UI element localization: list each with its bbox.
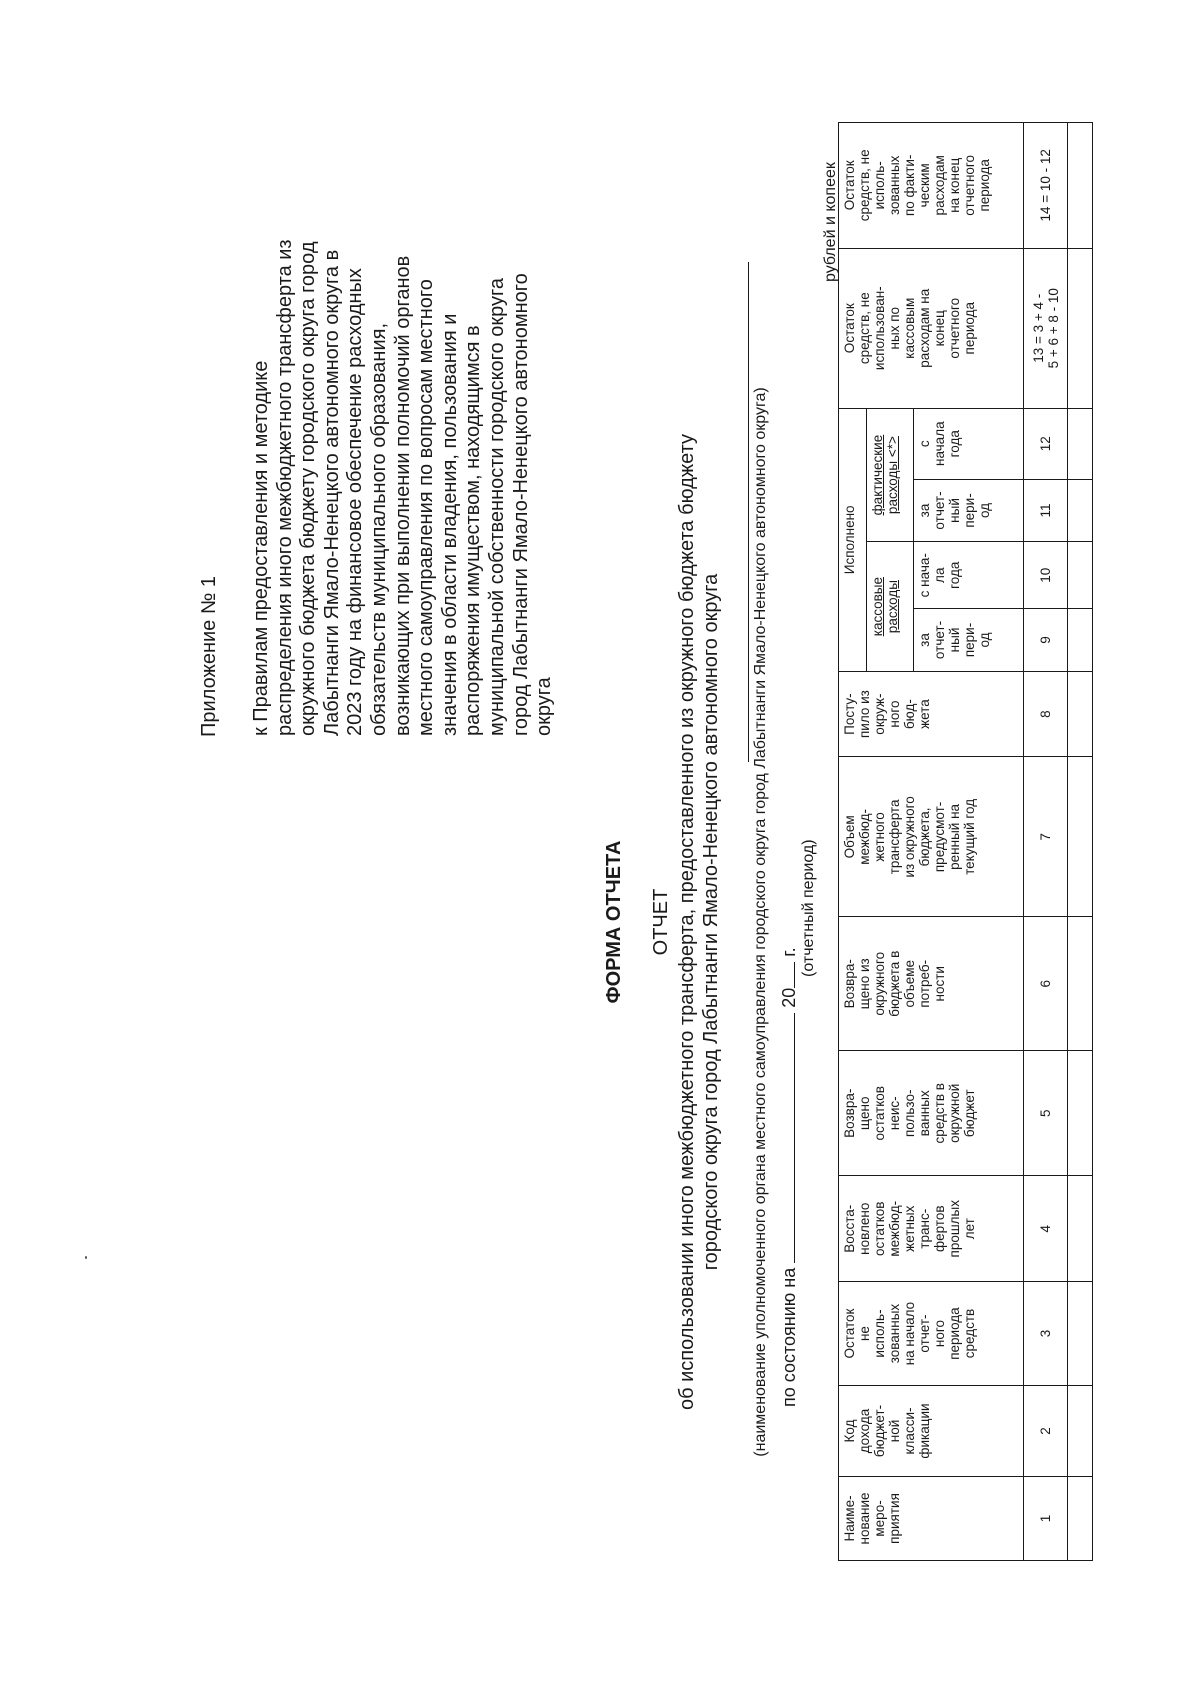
annex-text-line: 2023 году на финансовое обеспечение расходных	[344, 268, 367, 736]
empty-cell	[1068, 1386, 1093, 1477]
annex-text-line: местного самоуправления по вопросам местного	[415, 279, 438, 736]
header-cash-period: за отчет- ный пери- од	[913, 609, 1024, 672]
header-event-name: Наиме- нование меро- приятия	[839, 1476, 1024, 1560]
column-numbers-row	[1024, 123, 1068, 1561]
header-cash-expenses: кассовые расходы	[866, 542, 913, 672]
annex-text-line: Лабытнанги Ямало-Ненецкого автономного округа в	[320, 249, 343, 736]
empty-cell	[1068, 917, 1093, 1051]
header-actual-period: за отчет- ный пери- од	[913, 479, 1024, 542]
year-blank	[776, 962, 795, 988]
column-number-cell: 11	[1024, 479, 1068, 542]
column-number-cell: 10	[1024, 542, 1068, 609]
header-cash-ytd: с нача- ла года	[913, 542, 1024, 609]
header-received: Посту- пило из окруж- ного бюд- жета	[839, 671, 1024, 756]
header-returned-from-district: Возвра- щено из окружного бюджета в объеме потреб- ности	[839, 917, 1024, 1051]
header-actual-balance-end: Остаток средств, не исполь- зованных по факти- ческим расходам на конец отчетного периода	[839, 123, 1024, 249]
annex-text	[250, 126, 557, 736]
header-actual-expenses: фактические расходы <*>	[866, 408, 913, 542]
header-actual-ytd: с начала года	[913, 408, 1024, 479]
header-income-code: Код дохода бюджет- ной класси- фикации	[839, 1386, 1024, 1477]
annex-text-line: город Лабытнанги Ямало-Ненецкого автономного	[509, 273, 532, 736]
column-number-cell: 3	[1024, 1281, 1068, 1385]
empty-data-row	[1068, 123, 1093, 1561]
period-caption: (отчетный период)	[800, 839, 817, 977]
column-number-cell: 6	[1024, 917, 1068, 1051]
header-returned-balances: Возвра- щено остатков неис- пользо- ванных средств в окружной бюджет	[839, 1051, 1024, 1177]
annex-text-line: распоряжения имуществом, находящимся в	[462, 325, 485, 736]
column-number-cell: 2	[1024, 1386, 1068, 1477]
empty-cell	[1068, 479, 1093, 542]
header-opening-balance: Остаток не исполь- зованных на начало отчет- ного периода средств	[839, 1281, 1024, 1385]
organization-name-underline	[748, 262, 749, 762]
header-restored-balances: Восста- новлено остатков межбюд- жетных транс- фертов прошлых лет	[839, 1176, 1024, 1281]
column-number-cell: 5	[1024, 1051, 1068, 1177]
header-cash-balance-end: Остаток средств, не использован- ных по кассовым расходам на конец отчетного периода	[839, 248, 1024, 408]
column-number-cell: 9	[1024, 609, 1068, 672]
empty-cell	[1068, 609, 1093, 672]
report-subtitle-line-1: об использовании иного межбюджетного трансферта, предоставленного из окружного бюджета бюджету	[676, 433, 698, 1411]
report-title: ОТЧЕТ	[650, 888, 672, 956]
empty-cell	[1068, 1176, 1093, 1281]
organization-caption: (наименование уполномоченного органа местного самоуправления городского округа город Лабытнанги Ямало-Ненецкого автономного округа)	[752, 387, 769, 1457]
annex-text-line: окружного бюджета бюджету городского округа город	[297, 241, 320, 736]
annex-text-line: обязательств муниципального образования,	[367, 322, 390, 736]
empty-cell	[1068, 1281, 1093, 1385]
annex-text-line: возникающих при выполнении полномочий органов	[391, 255, 414, 736]
annex-text-line: к Правилам предоставления и методике	[250, 360, 272, 736]
column-number-cell: 14 = 10 - 12	[1024, 123, 1068, 249]
empty-cell	[1068, 542, 1093, 609]
header-transfer-volume: Объем межбюд- жетного трансферта из окружного бюджета, предусмот- ренный на текущий год	[839, 757, 1024, 917]
form-title: ФОРМА ОТЧЕТА	[603, 840, 625, 1004]
empty-cell	[1068, 123, 1093, 249]
column-number-cell: 8	[1024, 671, 1068, 756]
header-executed: Исполнено	[839, 408, 867, 671]
annex-text-line: значения в области владения, пользования и	[438, 313, 461, 736]
scan-speck	[85, 1256, 87, 1259]
report-subtitle-line-2: городского округа город Лабытнанги Ямало-Ненецкого автономного округа	[700, 573, 722, 1271]
year-suffix: г.	[779, 947, 799, 957]
empty-cell	[1068, 408, 1093, 479]
empty-cell	[1068, 1051, 1093, 1177]
empty-cell	[1068, 248, 1093, 408]
column-number-cell: 1	[1024, 1476, 1068, 1560]
column-number-cell: 13 = 3 + 4 - 5 + 6 + 8 - 10	[1024, 248, 1068, 408]
reporting-date-line	[776, 407, 800, 1407]
reporting-date-prefix: по состоянию на	[779, 1267, 799, 1407]
annex-title: Приложение № 1	[198, 576, 220, 737]
annex-text-line: округа	[533, 677, 556, 736]
column-number-cell: 12	[1024, 408, 1068, 479]
column-number-cell: 7	[1024, 757, 1068, 917]
annex-text-line: распределения иного межбюджетного трансферта из	[273, 239, 296, 736]
empty-cell	[1068, 757, 1093, 917]
annex-text-line: муниципальной собственности городского округа	[485, 278, 508, 736]
units-label: рублей и копеек	[822, 162, 839, 282]
report-table	[838, 122, 1093, 1561]
reporting-date-blank	[776, 1013, 795, 1263]
column-number-cell: 4	[1024, 1176, 1068, 1281]
empty-cell	[1068, 1476, 1093, 1560]
year-prefix: 20	[779, 987, 799, 1008]
empty-cell	[1068, 671, 1093, 756]
